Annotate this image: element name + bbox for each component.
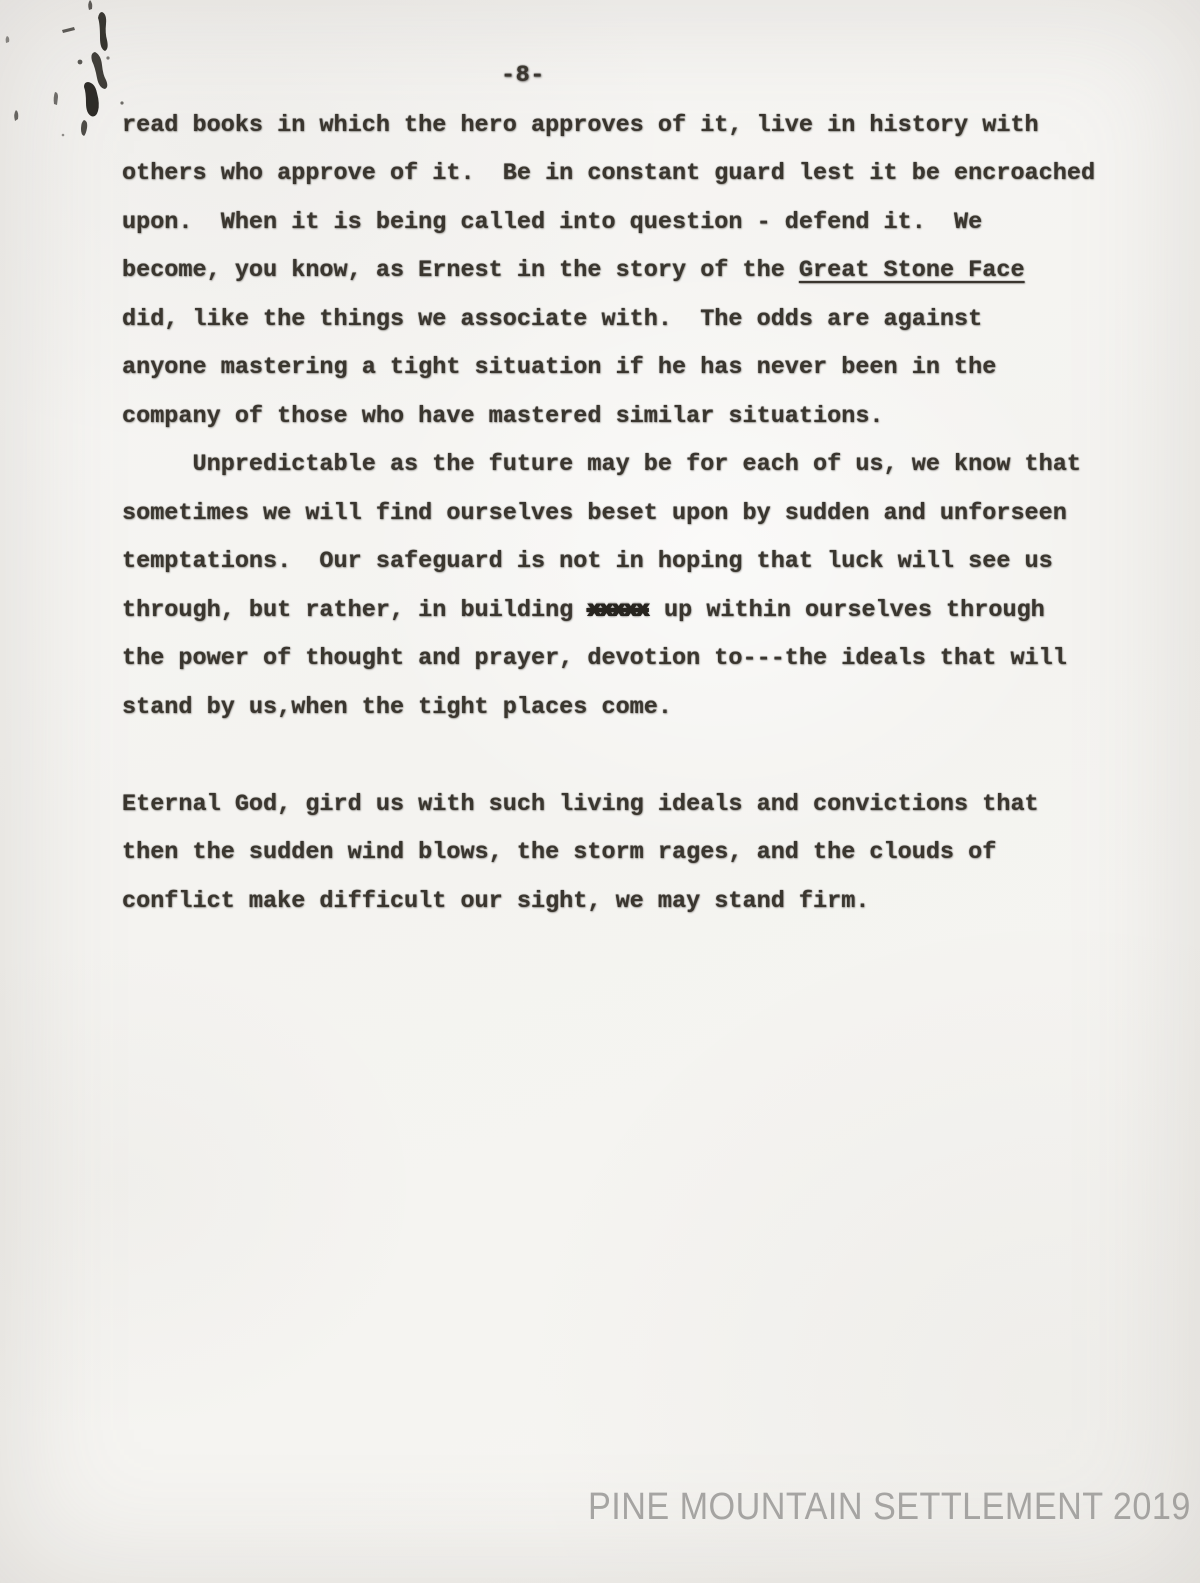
text-line [122, 829, 1142, 878]
line-text: anyone mastering a tight situation if he has never been in the [122, 354, 997, 382]
text-line [122, 683, 1142, 732]
text-line [122, 198, 1142, 247]
text-line [122, 489, 1142, 538]
struck-out-word: xxxxx [587, 596, 648, 624]
text-line [122, 247, 1142, 296]
text-line [122, 392, 1142, 441]
page-number: -8- [501, 62, 545, 89]
line-text: others who approve of it. Be in constant guard lest it be encroached [122, 160, 1096, 188]
text-line [122, 635, 1142, 684]
text-line [122, 101, 1142, 150]
line-text: upon. When it is being called into question - defend it. We [122, 208, 983, 236]
text-line [122, 441, 1142, 490]
text-line [122, 150, 1142, 199]
text-line [122, 586, 1142, 635]
line-text: company of those who have mastered similar situations. [122, 402, 884, 430]
line-text: become, you know, as Ernest in the story of the [122, 257, 799, 285]
text-line [122, 295, 1142, 344]
blank-line [122, 732, 1142, 781]
line-text: conflict make difficult our sight, we may stand firm. [122, 887, 870, 915]
text-line [122, 877, 1142, 926]
line-text: stand by us,when the tight places come. [122, 693, 672, 721]
underlined-book-title: Great Stone Face [798, 257, 1025, 285]
watermark: PINE MOUNTAIN SETTLEMENT 2019 [588, 1486, 1191, 1528]
typewritten-text [122, 101, 1142, 926]
line-text: the power of thought and prayer, devotion to---the ideals that will [122, 645, 1067, 673]
text-line [122, 344, 1142, 393]
text-line [122, 538, 1142, 587]
line-text: through, but rather, in building [122, 596, 588, 624]
line-text: Unpredictable as the future may be for each of us, we know that [122, 451, 1081, 479]
line-text: then the sudden wind blows, the storm rages, and the clouds of [122, 839, 997, 867]
line-text: up within ourselves through [649, 596, 1045, 624]
line-text: temptations. Our safeguard is not in hoping that luck will see us [122, 548, 1053, 576]
line-text: sometimes we will find ourselves beset upon by sudden and unforseen [122, 499, 1067, 527]
line-text: read books in which the hero approves of it, live in history with [122, 111, 1039, 139]
line-text: Eternal God, gird us with such living ideals and convictions that [122, 790, 1039, 818]
text-line [122, 780, 1142, 829]
line-text: did, like the things we associate with. The odds are against [122, 305, 983, 333]
